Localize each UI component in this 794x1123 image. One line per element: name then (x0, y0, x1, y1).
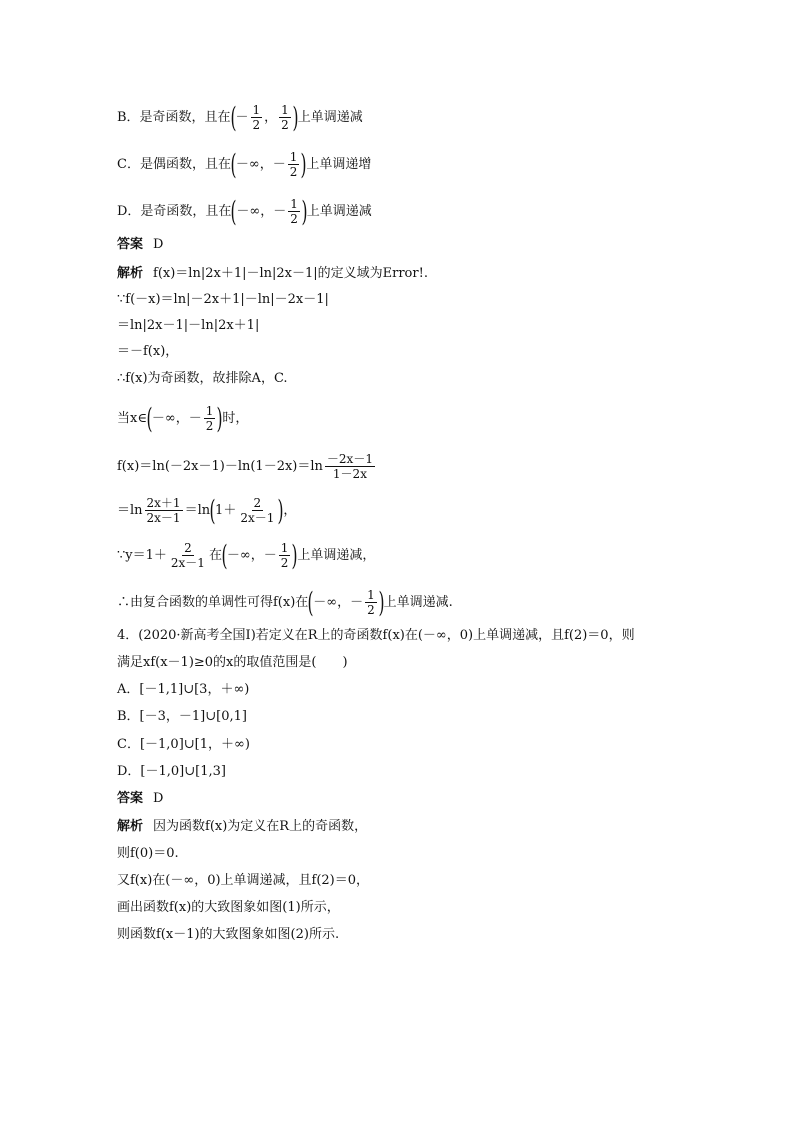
fraction-numerator: 2 (253, 496, 262, 510)
fraction-numerator: 1 (281, 103, 289, 117)
question-4-option-d: D．[－1,0]∪[1,3] (117, 764, 226, 779)
interval-text: －∞，－ (313, 595, 364, 610)
fraction-denominator: 2x－1 (146, 511, 181, 525)
solution-4-line-3: 又f(x)在(－∞，0)上单调递减，且f(2)＝0， (117, 873, 370, 888)
fraction-denominator: 2x－1 (170, 556, 205, 570)
solution-3-line-3: ＝ln|2x－1|－ln|2x＋1| (117, 318, 260, 333)
fraction-denominator: 2 (290, 212, 298, 226)
option-b (117, 100, 363, 134)
text-segment: 时， (222, 411, 249, 426)
solution-3-line-9 (117, 538, 376, 572)
interval-text: －∞，－ (151, 411, 202, 426)
option-c (117, 147, 372, 181)
fraction (279, 103, 291, 132)
fraction-denominator: 2 (289, 165, 298, 179)
question-4-stem-line-2: 满足xf(x－1)≥0的x的取值范围是( ) (117, 655, 348, 670)
right-paren: ) (292, 100, 299, 134)
right-paren: ) (301, 194, 308, 228)
text-segment: ＝ln (184, 503, 211, 518)
fraction-numerator: 2 (184, 541, 192, 555)
solution-3-line-4: ＝－f(x)， (117, 344, 179, 359)
fraction-numerator: 2x＋1 (146, 496, 181, 510)
question-4-option-c: C．[－1,0]∪[1，＋∞) (117, 737, 250, 752)
text-segment: 在 (208, 548, 222, 563)
option-c-tail: 上单调递增 (306, 157, 372, 172)
solution-4-line-5: 则函数f(x－1)的大致图象如图(2)所示. (117, 927, 340, 942)
question-4-stem-line-1: 4．(2020·新高考全国Ⅰ)若定义在R上的奇函数f(x)在(－∞，0)上单调递减，且f(2)＝0，则 (117, 628, 635, 643)
text-segment: ， (283, 503, 297, 518)
fraction-numerator: 1 (290, 197, 298, 211)
left-paren: ( (221, 538, 228, 572)
fraction-denominator: 1－2x (332, 467, 367, 481)
left-paren: ( (230, 147, 237, 181)
solution-3-line-6 (117, 401, 249, 435)
text-segment: 1＋ (215, 503, 237, 518)
option-b-lead: － (235, 110, 249, 125)
text-segment: ∴由复合函数的单调性可得f(x)在 (117, 595, 309, 610)
fraction (204, 404, 216, 433)
fraction (238, 496, 276, 525)
fraction-denominator: 2 (281, 118, 289, 132)
separator: ， (264, 110, 278, 125)
text-segment: 当x∈ (117, 411, 147, 426)
answer-value: D (153, 237, 164, 252)
right-paren: ) (300, 147, 307, 181)
left-paren: ( (230, 100, 237, 134)
left-paren: ( (307, 585, 314, 619)
fraction-numerator: 1 (367, 588, 375, 602)
option-b-tail: 上单调递减 (297, 110, 363, 125)
option-d (117, 194, 372, 228)
fraction-numerator: 1 (280, 541, 289, 555)
fraction-denominator: 2 (205, 419, 214, 433)
solution-3-line-7 (117, 452, 377, 481)
question-4-option-a: A．[－1,1]∪[3，＋∞) (117, 682, 250, 697)
answer-label: 答案 (117, 791, 144, 806)
text-segment: 上单调递减. (383, 595, 453, 610)
fraction-denominator: 2x－1 (240, 511, 275, 525)
solution-text: f(x)＝ln|2x＋1|－ln|2x－1|的定义域为Error!. (153, 266, 428, 281)
fraction (279, 541, 291, 570)
fraction (365, 588, 377, 617)
solution-3-line-2: ∵f(－x)＝ln|－2x＋1|－ln|－2x－1| (117, 292, 329, 307)
fraction-numerator: －2x－1 (326, 452, 373, 466)
option-b-label: B．是奇函数，且在 (117, 110, 231, 125)
solution-label: 解析 (117, 266, 144, 281)
solution-label: 解析 (117, 819, 144, 834)
fraction (325, 452, 375, 481)
fraction-denominator: 2 (367, 603, 375, 617)
right-paren: ) (277, 493, 284, 527)
fraction-numerator: 1 (252, 103, 261, 117)
text-segment: ∵y＝1＋ (117, 548, 167, 563)
solution-3-line-5: ∴f(x)为奇函数，故排除A，C. (117, 371, 288, 386)
solution-3-line-1 (117, 265, 428, 283)
fraction (145, 496, 183, 525)
solution-4-line-1 (117, 818, 367, 836)
left-paren: ( (230, 194, 237, 228)
text-segment: 上单调递减， (297, 548, 376, 563)
fraction-numerator: 1 (205, 404, 214, 418)
fraction-denominator: 2 (280, 556, 289, 570)
right-paren: ) (378, 585, 385, 619)
fraction (288, 197, 300, 226)
answer-3 (117, 236, 163, 254)
solution-4-line-2: 则f(0)＝0. (117, 846, 179, 861)
option-d-tail: 上单调递减 (306, 204, 372, 219)
option-d-interval: －∞，－ (236, 204, 287, 219)
answer-value: D (153, 791, 164, 806)
solution-3-line-10 (117, 585, 453, 619)
right-paren: ) (216, 401, 223, 435)
answer-4 (117, 790, 163, 808)
text-segment: f(x)＝ln(－2x－1)－ln(1－2x)＝ln (117, 459, 323, 474)
left-paren: ( (146, 401, 153, 435)
fraction (169, 541, 207, 570)
interval-text: －∞，－ (226, 548, 277, 563)
option-d-label: D．是奇函数，且在 (117, 204, 232, 219)
solution-text: 因为函数f(x)为定义在R上的奇函数， (153, 819, 368, 834)
question-4-option-b: B．[－3，－1]∪[0,1] (117, 709, 247, 724)
right-paren: ) (291, 538, 298, 572)
fraction (288, 150, 300, 179)
option-c-interval: －∞，－ (235, 157, 286, 172)
solution-4-line-4: 画出函数f(x)的大致图象如图(1)所示， (117, 900, 340, 915)
option-c-label: C．是偶函数，且在 (117, 157, 231, 172)
left-paren: ( (209, 493, 216, 527)
fraction (251, 103, 263, 132)
answer-label: 答案 (117, 237, 144, 252)
solution-3-line-8 (117, 493, 297, 527)
fraction-numerator: 1 (289, 150, 298, 164)
fraction-denominator: 2 (252, 118, 261, 132)
text-segment: ＝ln (117, 503, 143, 518)
